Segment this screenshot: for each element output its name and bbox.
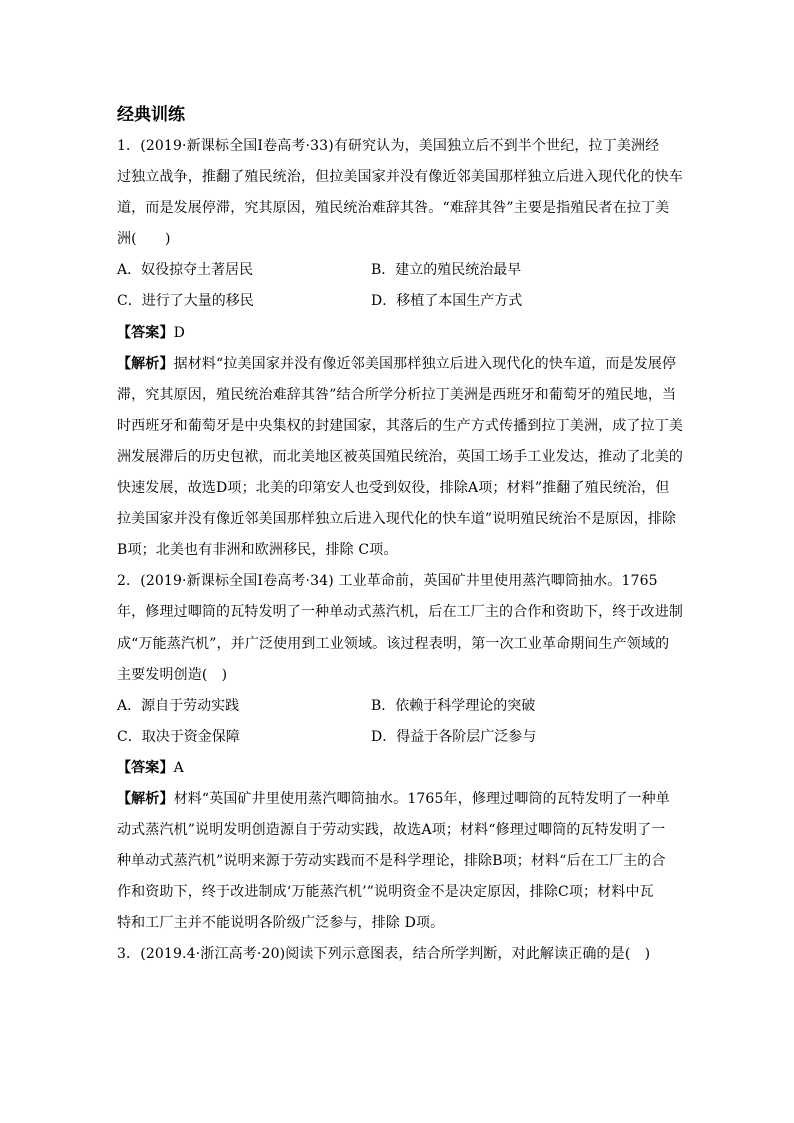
question-2-options-row [117, 691, 677, 722]
analysis-label: 【解析】 [117, 355, 174, 372]
question-1-analysis-line [117, 349, 677, 380]
question-2-analysis-line: 作和资助下，终于改进制成‘万能蒸汽机’”说明资金不是决定原因，排除C项；材料中瓦 [117, 884, 654, 901]
answer-label: 【答案】 [117, 324, 174, 341]
answer-value: D [173, 324, 185, 341]
question-2-stem-line: 2．(2019·新课标全国Ⅰ卷高考·34) 工业革命前，英国矿井里使用蒸汽唧筒抽水。1765 [117, 573, 658, 590]
question-2-options-row [117, 722, 677, 753]
question-1 [117, 131, 683, 566]
question-1-analysis-line: 快速发展，故选D项；北美的印第安人也受到奴役，排除A项；材料”推翻了殖民统治，但 [117, 480, 670, 497]
question-2-analysis-line: 特和工厂主并不能说明各阶级广泛参与，排除 D项。 [117, 915, 445, 932]
question-1-option-d: D．移植了本国生产方式 [371, 293, 523, 310]
document-page [117, 100, 683, 971]
question-1-analysis-line: B项；北美也有非洲和欧洲移民，排除 C项。 [117, 542, 398, 559]
analysis-text: 据材料“拉美国家并没有像近邻美国那样独立后进入现代化的快车道，而是发展停 [173, 355, 677, 372]
question-1-stem-line: 洲( ) [117, 231, 171, 248]
question-1-option-a: A．奴役掠夺土著居民 [117, 262, 254, 279]
question-2-analysis-line: 种单动式蒸汽机”说明来源于劳动实践而不是科学理论，排除B项；材料“后在工厂主的合 [117, 853, 666, 870]
question-1-stem-line: 过独立战争，推翻了殖民统治，但拉美国家并没有像近邻美国那样独立后进入现代化的快车 [117, 169, 683, 186]
analysis-label: 【解析】 [117, 790, 174, 807]
question-2-stem-line: 成“万能蒸汽机”，并广泛使用到工业领域。该过程表明，第一次工业革命期间生产领域的 [117, 635, 670, 652]
question-1-options-row [117, 286, 677, 317]
question-1-stem-line: 1．(2019·新课标全国Ⅰ卷高考·33)有研究认为，美国独立后不到半个世纪，拉丁美洲经 [117, 138, 660, 154]
question-1-answer [117, 318, 677, 349]
question-2-stem-line: 主要发明创造( ) [117, 666, 228, 683]
question-2-answer [117, 753, 677, 784]
question-2-analysis-line: 动式蒸汽机”说明发明创造源自于劳动实践，故选A项；材料“修理过唧筒的瓦特发明了一 [117, 822, 666, 839]
question-2-option-b: B．依赖于科学理论的突破 [371, 697, 536, 714]
question-1-analysis-line: 洲发展滞后的历史包袱，而北美地区被英国殖民统治，英国工场手工业发达，推动了北美的 [117, 448, 683, 465]
question-1-option-b: B．建立的殖民统治最早 [371, 262, 522, 279]
question-1-stem-line: 道，而是发展停滞，究其原因，殖民统治难辞其咎。“难辞其咎”主要是指殖民者在拉丁美 [117, 200, 670, 217]
question-3-stem-line: 3．(2019.4·浙江高考·20)阅读下列示意图表，结合所学判断，对此解读正确的是( ) [117, 946, 651, 963]
analysis-text: 材料“英国矿井里使用蒸汽唧筒抽水。1765年，修理过唧筒的瓦特发明了一种单 [173, 790, 670, 807]
question-2-option-a: A．源自于劳动实践 [117, 697, 240, 714]
question-1-analysis-line: 时西班牙和葡萄牙是中央集权的封建国家，其落后的生产方式传播到拉丁美洲，成了拉丁美 [117, 417, 683, 434]
question-2-analysis-line [117, 784, 677, 815]
question-1-analysis-line: 滞，究其原因，殖民统治难辞其咎”结合所学分析拉丁美洲是西班牙和葡萄牙的殖民地，当 [117, 386, 677, 403]
section-title: 经典训练 [117, 105, 185, 125]
question-2-option-d: D．得益于各阶层广泛参与 [371, 728, 537, 745]
question-2 [117, 566, 683, 939]
question-1-analysis-line: 拉美国家并没有像近邻美国那样独立后进入现代化的快车道”说明殖民统治不是原因，排除 [117, 511, 677, 528]
question-2-option-c: C．取决于资金保障 [117, 728, 240, 745]
answer-value: A [173, 759, 184, 776]
question-1-option-c: C．进行了大量的移民 [117, 293, 254, 310]
question-1-options-row [117, 255, 677, 286]
question-2-stem-line: 年，修理过唧筒的瓦特发明了一种单动式蒸汽机，后在工厂主的合作和资助下，终于改进制 [117, 604, 683, 621]
answer-label: 【答案】 [117, 759, 174, 776]
